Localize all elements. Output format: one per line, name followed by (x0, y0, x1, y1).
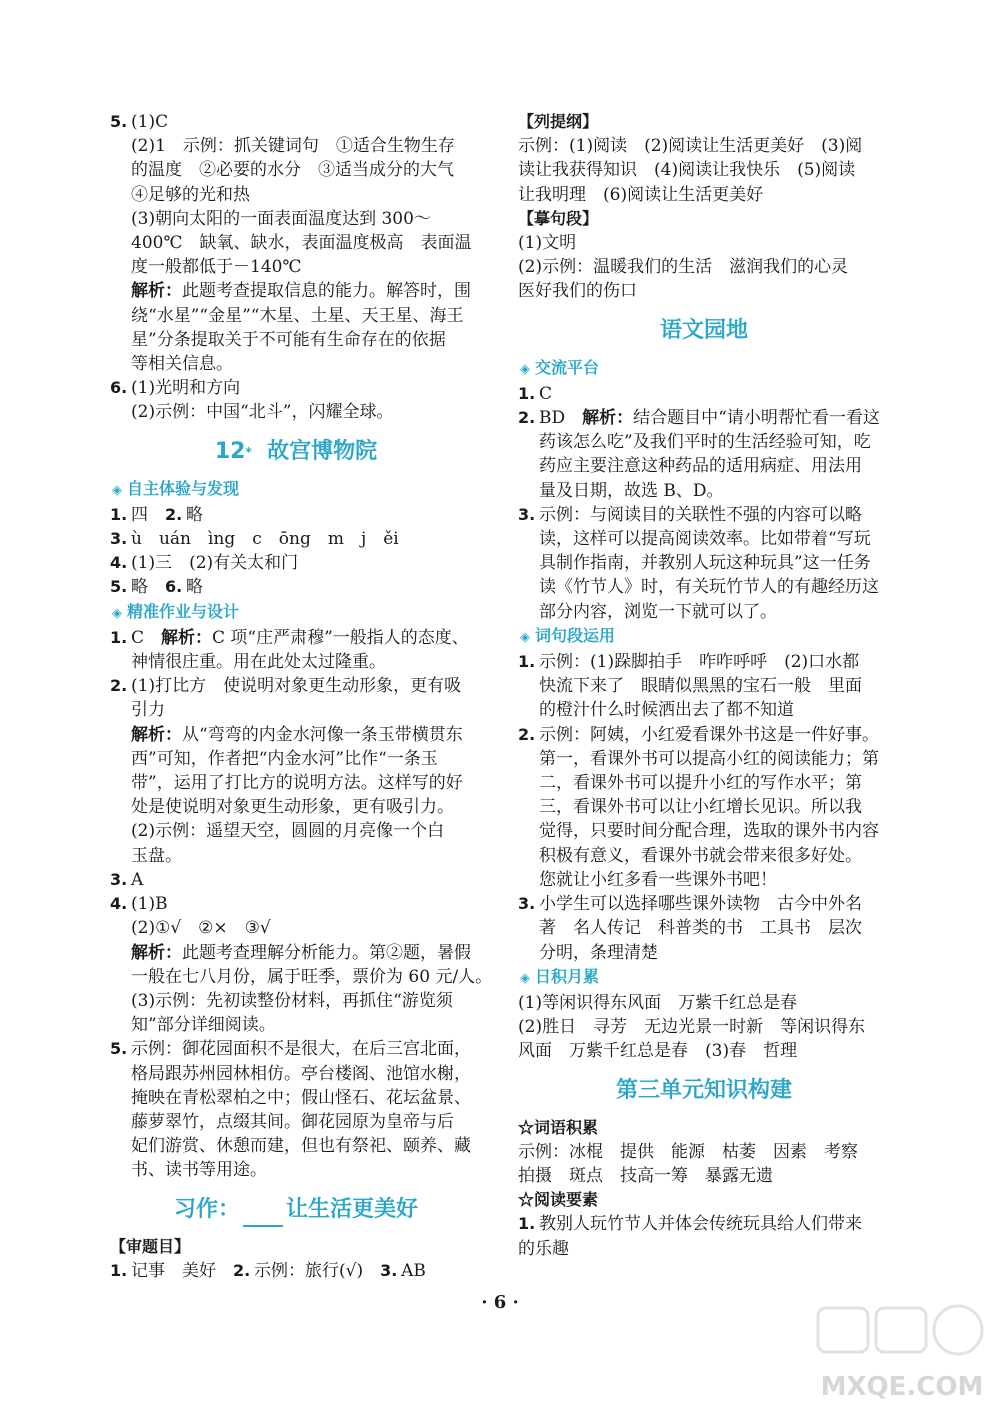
answer-text: 等相关信息。 (131, 354, 233, 375)
question-line (518, 723, 890, 747)
question-line (110, 551, 482, 575)
answer-text: 示例：(1)跺脚拍手 咋咋呼呼 (2)口水都 (539, 652, 860, 673)
answer-text: 处是使说明对象更生动形象，更有吸引力。 (131, 797, 454, 818)
answer-text: (1)B (131, 894, 168, 915)
section-heading (110, 477, 482, 503)
answer-line (518, 551, 890, 575)
answer-line (518, 158, 890, 182)
answer-text: ④足够的光和热 (131, 184, 250, 205)
answer-line (518, 1140, 890, 1164)
question-number: 3. (110, 869, 128, 889)
question-number: 2. (110, 676, 128, 696)
star-heading-text: ☆词语积累 (518, 1117, 599, 1137)
answer-text: 分明，条理清楚 (539, 942, 658, 963)
answer-text: 度一般都低于－140℃ (131, 257, 302, 278)
answer-line (110, 1158, 482, 1182)
answer-text: 觉得，只要时间分配合理，选取的课外书内容 (539, 821, 879, 842)
lesson-number: 12 (214, 438, 246, 464)
diamond-icon: ◈ (112, 482, 122, 498)
answer-text: 绕“水星”“金星”“木星、土星、天王星、海王 (131, 305, 464, 326)
section-heading (518, 965, 890, 991)
answer-line (110, 400, 482, 424)
answer-text: 格局跟苏州园林相仿。亭台楼阁、池馆水榭， (131, 1063, 471, 1084)
question-number: 6. (165, 577, 183, 597)
answer-line (110, 207, 482, 231)
lesson-star: * (245, 444, 252, 459)
question-line (110, 575, 482, 599)
answer-line (518, 600, 890, 624)
answer-text: 示例：旅行(√) (254, 1260, 381, 1281)
answer-text: 一般在七八月份，属于旺季，票价为 60 元/人。 (131, 966, 493, 987)
answer-text: 玉盘。 (131, 845, 182, 866)
question-number: 1. (110, 1260, 128, 1280)
question-line (110, 868, 482, 892)
question-number: 1. (518, 652, 536, 672)
answer-line (110, 819, 482, 843)
answer-text: (1)打比方 使说明对象更生动形象，更有吸 (131, 676, 462, 697)
answer-line (110, 844, 482, 868)
answer-text: (3)朝向太阳的一面表面温度达到 300～ (131, 208, 431, 229)
answer-line (110, 1110, 482, 1134)
question-number: 3. (110, 529, 128, 549)
answer-text: BD (539, 408, 583, 429)
answer-line (518, 479, 890, 503)
analysis-text: 此题考查理解分析能力。第②题，暑假 (182, 942, 471, 963)
question-line (518, 1212, 890, 1236)
answer-line (110, 1134, 482, 1158)
answer-text: ù uán ìng c ōng m j ěi (131, 529, 399, 550)
question-number: 1. (110, 627, 128, 647)
analysis-text: 此题考查提取信息的能力。解答时，围 (182, 281, 471, 302)
answer-line (518, 795, 890, 819)
answer-line (518, 991, 890, 1015)
analysis-label: 解析： (131, 281, 182, 302)
diamond-icon: ◈ (520, 970, 530, 986)
answer-line (518, 1164, 890, 1188)
answer-text: 示例：冰棍 提供 能源 枯萎 因素 考察 (518, 1141, 858, 1162)
question-line (518, 382, 890, 406)
question-number: 4. (110, 894, 128, 914)
answer-text: 药应主要注意这种药品的适用病症、用法用 (539, 456, 862, 477)
diamond-icon: ◈ (520, 361, 530, 377)
answer-text: (1)三 (2)有关太和门 (131, 553, 299, 574)
answer-text: 略 (186, 577, 203, 598)
answer-text: 小学生可以选择哪些课外读物 古今中外名 (539, 894, 862, 915)
answer-line (110, 328, 482, 352)
answer-text: 四 (131, 504, 165, 525)
answer-text: AB (401, 1260, 426, 1281)
answer-line (110, 158, 482, 182)
question-line (110, 626, 482, 650)
question-line (110, 1259, 482, 1283)
question-number: 2. (165, 504, 183, 524)
answer-line (518, 819, 890, 843)
question-line (518, 406, 890, 430)
writing-title-text: 让生活更美好 (286, 1196, 419, 1222)
answer-text: 结合题目中“请小明帮忙看一看这 (633, 408, 880, 429)
answer-text: 星”分条提取关于不可能有生命存在的依据 (131, 329, 446, 350)
answer-text: (2)胜日 寻芳 无边光景一时新 等闲识得东 (518, 1017, 866, 1038)
answer-line (518, 134, 890, 158)
answer-line (518, 430, 890, 454)
answer-line (110, 352, 482, 376)
answer-text: 400℃ 缺氧、缺水，表面温度极高 表面温 (131, 233, 472, 254)
answer-text: (2)示例：温暖我们的生活 滋润我们的心灵 (518, 257, 849, 278)
section-heading (110, 600, 482, 626)
section-heading-text: 交流平台 (535, 357, 600, 377)
writing-title-prefix: 习作： (173, 1196, 240, 1222)
answer-line (518, 1039, 890, 1063)
answer-line (518, 527, 890, 551)
question-number: 5. (110, 577, 128, 597)
question-line (110, 674, 482, 698)
bracket-heading-text: 【列提纲】 (518, 112, 599, 131)
answer-text: 示例：阿姨，小红爱看课外书这是一件好事。 (539, 724, 879, 745)
answer-line (110, 747, 482, 771)
section-heading-text: 日积月累 (535, 966, 600, 986)
question-line (518, 503, 890, 527)
star-heading-text: ☆阅读要素 (518, 1190, 599, 1210)
watermark-logo (810, 1300, 995, 1410)
section-heading-text: 自主体验与发现 (127, 478, 240, 498)
question-line (518, 892, 890, 916)
page-number: · 6 · (481, 1292, 519, 1313)
answer-line (110, 304, 482, 328)
answer-text: 快流下来了 眼睛似黑黑的宝石一般 里面 (539, 676, 862, 697)
answer-line (518, 941, 890, 965)
analysis-label: 解析： (131, 942, 182, 963)
answer-line (110, 965, 493, 989)
answer-text: 略 (186, 504, 203, 525)
answer-text: 部分内容，浏览一下就可以了。 (539, 601, 777, 622)
answer-line (518, 454, 890, 478)
lesson-title-text: 第三单元知识构建 (615, 1077, 792, 1103)
answer-text: A (131, 869, 144, 890)
answer-text: 西”可知，作者把“内金水河”比作“一条玉 (131, 748, 438, 769)
answer-line (518, 771, 890, 795)
diamond-icon: ◈ (520, 629, 530, 645)
question-number: 1. (518, 1214, 536, 1234)
answer-line (518, 183, 890, 207)
analysis-label: 解析： (161, 627, 213, 648)
section-heading (518, 356, 890, 382)
section-heading-text: 精准作业与设计 (127, 601, 240, 621)
answer-text: 医好我们的伤口 (518, 281, 637, 302)
question-number: 3. (518, 894, 536, 914)
question-line (110, 376, 482, 400)
question-line (110, 527, 482, 551)
question-number: 3. (518, 504, 536, 524)
answer-line (110, 795, 482, 819)
answer-text: 书、读书等用途。 (131, 1160, 267, 1181)
answer-text: 的温度 ②必要的水分 ③适当成分的大气 (131, 160, 454, 181)
bracket-heading (110, 1235, 482, 1259)
answer-text: 读让我获得知识 (4)阅读让我快乐 (5)阅读 (518, 160, 856, 181)
question-line (110, 110, 482, 134)
answer-line (518, 747, 890, 771)
answer-line (518, 1015, 890, 1039)
writing-title (110, 1193, 482, 1227)
answer-line (518, 674, 890, 698)
lesson-title-text: 语文园地 (659, 317, 748, 343)
answer-text: 示例：与阅读目的关联性不强的内容可以略 (539, 504, 862, 525)
answer-text: 具制作指南，并教别人玩这种玩具”这一任务 (539, 553, 871, 574)
answer-line (518, 255, 890, 279)
answer-line (518, 868, 890, 892)
answer-line (110, 134, 482, 158)
question-number: 2. (518, 724, 536, 744)
answer-text: 记事 美好 (131, 1260, 233, 1281)
answer-text: 著 名人传记 科普类的书 工具书 层次 (539, 918, 862, 939)
answer-line (110, 183, 482, 207)
fill-blank-line (243, 1201, 283, 1227)
question-number: 1. (518, 383, 536, 403)
bracket-heading-text: 【摹句段】 (518, 208, 599, 228)
question-line (110, 1037, 482, 1061)
question-line (518, 650, 890, 674)
answer-line (518, 698, 890, 722)
answer-text: 让我明理 (6)阅读让生活更美好 (518, 184, 764, 205)
question-number: 5. (110, 112, 128, 131)
answer-text: (2)示例：中国“北斗”，闪耀全球。 (131, 402, 394, 423)
answer-text: 藤萝翠竹，点缀其间。御花园原为皇帝与后 (131, 1111, 454, 1132)
answer-line (110, 916, 482, 940)
answer-line (110, 255, 482, 279)
answer-line (518, 844, 890, 868)
question-number: 5. (110, 1039, 128, 1059)
answer-line (110, 698, 482, 722)
analysis-text: 从“弯弯的内金水河像一条玉带横贯东 (182, 724, 463, 745)
section-heading-text: 词句段运用 (535, 625, 616, 645)
lesson-title (110, 435, 482, 469)
answer-line (110, 231, 482, 255)
question-line (110, 503, 482, 527)
answer-line (110, 650, 482, 674)
question-number: 3. (380, 1260, 398, 1280)
answer-line (518, 575, 890, 599)
answer-line (110, 989, 482, 1013)
diamond-icon: ◈ (112, 605, 122, 621)
question-number: 2. (518, 408, 536, 428)
answer-text: 拍摄 斑点 技高一筹 暴露无遗 (518, 1165, 773, 1186)
question-number: 4. (110, 553, 128, 573)
answer-text: 读《竹节人》时，有关玩竹节人的有趣经历这 (539, 577, 879, 598)
answer-text: 知”部分详细阅读。 (131, 1015, 276, 1036)
bracket-heading (518, 110, 890, 134)
section-heading (518, 624, 890, 650)
lesson-title-text: 故宫博物院 (267, 438, 378, 464)
bracket-heading (518, 207, 890, 231)
analysis-label: 解析： (582, 408, 634, 429)
answer-text: 药该怎么吃”及我们平时的生活经验可知，吃 (539, 432, 871, 453)
question-number: 2. (233, 1260, 251, 1280)
answer-text: 的乐趣 (518, 1238, 569, 1259)
page-number-value: 6 (493, 1292, 507, 1313)
answer-text: 示例：御花园面积不是很大，在后三宫北面， (131, 1039, 471, 1060)
star-heading (518, 1188, 890, 1212)
answer-text: C 项“庄严肃穆”一般指人的态度、 (212, 627, 469, 648)
answer-line (110, 1062, 482, 1086)
answer-line (518, 279, 890, 303)
answer-line (110, 1086, 482, 1110)
lesson-title (518, 1074, 890, 1108)
answer-text: (2)1 示例：抓关键词句 ①适合生物生存 (131, 136, 455, 157)
answer-text: 您就让小红多看一些课外书吧！ (539, 869, 777, 890)
answer-text: 的橙汁什么时候洒出去了都不知道 (539, 700, 794, 721)
answer-text: (1)等闲识得东风面 万紫千红总是春 (518, 992, 798, 1013)
answer-text: C (131, 627, 162, 648)
answer-text: 教别人玩竹节人并体会传统玩具给人们带来 (539, 1214, 862, 1235)
answer-line (518, 231, 890, 255)
analysis-line (110, 723, 482, 747)
answer-line (518, 1237, 890, 1261)
analysis-line (110, 941, 482, 965)
answer-text: (2)①√ ②× ③√ (131, 918, 271, 939)
answer-text: 示例：(1)阅读 (2)阅读让生活更美好 (3)阅 (518, 136, 863, 157)
star-heading (518, 1116, 890, 1140)
answer-text: 量及日期，故选 B、D。 (539, 480, 724, 501)
answer-text: (1)文明 (518, 233, 577, 254)
answer-text: 二，看课外书可以提升小红的写作水平；第 (539, 773, 862, 794)
question-number: 1. (110, 504, 128, 524)
left-column (110, 110, 493, 1283)
answer-text: 三，看课外书可以让小红增长见识。所以我 (539, 797, 862, 818)
answer-text: 读，这样可以提高阅读效率。比如带着“写玩 (539, 529, 871, 550)
answer-text: 妃们游赏、休憩而建，但也有祭祀、颐养、藏 (131, 1136, 471, 1157)
answer-text: 积极有意义，看课外书就会带来很多好处。 (539, 845, 862, 866)
analysis-line (110, 279, 482, 303)
watermark-text: MXQE.COM (820, 1372, 984, 1402)
bracket-heading-text: 【审题目】 (110, 1236, 191, 1256)
answer-text: (2)示例：遥望天空，圆圆的月亮像一个白 (131, 821, 445, 842)
analysis-label: 解析： (131, 724, 182, 745)
spacer (252, 439, 267, 464)
answer-text: 第一，看课外书可以提高小红的阅读能力；第 (539, 748, 879, 769)
answer-text: (1)C (131, 112, 169, 132)
question-line (110, 892, 482, 916)
answer-line (110, 1013, 482, 1037)
answer-text: 掩映在青松翠柏之中；假山怪石、花坛盆景、 (131, 1087, 471, 1108)
answer-line (518, 916, 890, 940)
answer-text: 带”，运用了打比方的说明方法。这样写的好 (131, 773, 463, 794)
answer-text: 风面 万紫千红总是春 (3)春 哲理 (518, 1041, 798, 1062)
answer-text: 神情很庄重。用在此处太过隆重。 (131, 652, 386, 673)
answer-line (110, 771, 482, 795)
answer-text: C (539, 383, 553, 404)
answer-text: (3)示例：先初读整份材料，再抓住“游览须 (131, 990, 453, 1011)
answer-text: 略 (131, 577, 165, 598)
answer-text: (1)光明和方向 (131, 378, 241, 399)
lesson-title (518, 314, 890, 348)
right-column (518, 110, 890, 1261)
answer-text: 引力 (131, 700, 165, 721)
question-number: 6. (110, 378, 128, 398)
